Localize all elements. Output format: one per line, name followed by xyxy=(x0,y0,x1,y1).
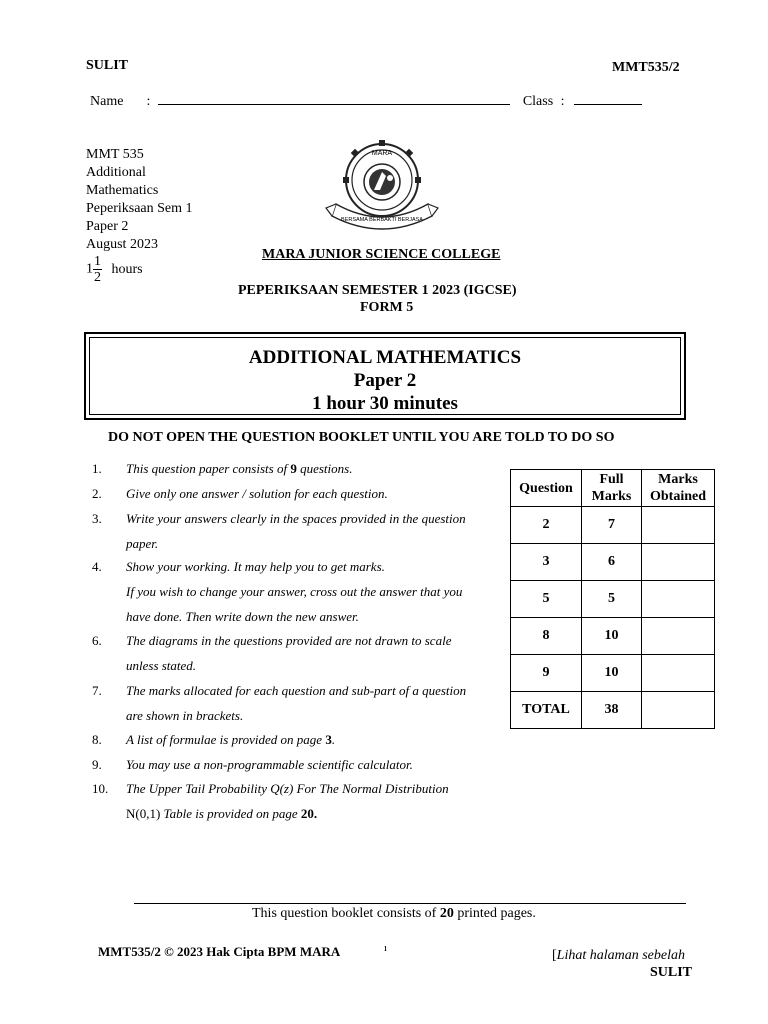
fraction-denominator: 2 xyxy=(94,270,101,285)
question-cell: 9 xyxy=(511,655,582,692)
table-row xyxy=(511,581,715,618)
title-inner-border xyxy=(89,337,681,415)
footer-divider xyxy=(134,903,686,904)
instruction-text: This question paper consists of 9 questions. xyxy=(126,461,353,476)
instruction-number: 3. xyxy=(92,511,102,526)
class-blank-line[interactable] xyxy=(574,92,642,105)
info-line: August 2023 xyxy=(86,237,158,252)
name-colon: : xyxy=(146,94,151,109)
instruction-number: 1. xyxy=(92,461,102,476)
instruction-text: unless stated. xyxy=(126,658,197,673)
instruction-number: 9. xyxy=(92,757,102,772)
booklet-pages-note: This question booklet consists of 20 printed pages. xyxy=(252,906,536,921)
duration-whole: 1 xyxy=(86,261,93,277)
header-sulit: SULIT xyxy=(86,58,129,73)
name-label: Name xyxy=(90,94,124,109)
copyright-footer: MMT535/2 © 2023 Hak Cipta BPM MARA xyxy=(98,944,341,959)
time-title: 1 hour 30 minutes xyxy=(312,393,458,414)
marks-obtained-cell[interactable] xyxy=(642,544,715,581)
logo-ribbon-text: BERSAMA BERBAKTI BERJASA xyxy=(341,217,423,223)
form-level: FORM 5 xyxy=(360,300,414,315)
name-blank-line[interactable] xyxy=(158,92,510,105)
marks-obtained-cell[interactable] xyxy=(642,581,715,618)
table-row xyxy=(511,655,715,692)
instruction-text: are shown in brackets. xyxy=(126,708,244,723)
duration-unit: hours xyxy=(111,261,143,277)
header-question: Question xyxy=(511,470,582,507)
question-cell: 3 xyxy=(511,544,582,581)
paper-title: Paper 2 xyxy=(353,370,417,391)
instruction-text: paper. xyxy=(126,536,159,551)
instruction-text: The diagrams in the questions provided are not drawn to scale xyxy=(126,633,452,648)
full-marks-cell: 7 xyxy=(582,507,642,544)
duration-fraction xyxy=(86,254,143,285)
do-not-open-warning: DO NOT OPEN THE QUESTION BOOKLET UNTIL YOU ARE TOLD TO DO SO xyxy=(108,430,615,445)
full-marks-cell: 10 xyxy=(582,618,642,655)
marks-obtained-cell[interactable] xyxy=(642,618,715,655)
mara-logo xyxy=(322,138,442,236)
question-cell: 8 xyxy=(511,618,582,655)
info-line: Additional xyxy=(86,165,146,180)
full-marks-cell: 5 xyxy=(582,581,642,618)
total-label-cell: TOTAL xyxy=(511,692,582,729)
next-page-note: [Lihat halaman sebelah xyxy=(552,948,686,963)
instruction-text: Show your working. It may help you to get marks. xyxy=(126,559,385,574)
instruction-number: 4. xyxy=(92,559,102,574)
question-cell: 2 xyxy=(511,507,582,544)
instruction-text: You may use a non-programmable scientific calculator. xyxy=(126,757,413,772)
instruction-text: Give only one answer / solution for each question. xyxy=(126,486,388,501)
instruction-text: have done. Then write down the new answer. xyxy=(126,609,359,624)
instruction-text: Write your answers clearly in the spaces provided in the question xyxy=(126,511,466,526)
exam-info-block xyxy=(86,146,193,254)
instruction-number: 2. xyxy=(92,486,102,501)
instruction-text: N(0,1) Table is provided on page 20. xyxy=(126,806,318,821)
marks-obtained-cell[interactable] xyxy=(642,655,715,692)
page-mark: ı xyxy=(384,942,388,954)
college-name: MARA JUNIOR SCIENCE COLLEGE xyxy=(262,247,501,262)
total-obtained-cell[interactable] xyxy=(642,692,715,729)
class-label: Class xyxy=(522,94,554,109)
subject-title: ADDITIONAL MATHEMATICS xyxy=(248,347,522,368)
table-total-row xyxy=(511,692,715,729)
question-cell: 5 xyxy=(511,581,582,618)
instruction-number: 8. xyxy=(92,732,102,747)
mara-crest-icon xyxy=(322,138,442,236)
fraction-numerator: 1 xyxy=(94,254,101,269)
header-marks-obtained: Marks Obtained xyxy=(642,470,715,507)
name-class-row xyxy=(90,92,642,110)
table-row xyxy=(511,544,715,581)
info-line: Paper 2 xyxy=(86,219,129,234)
instruction-number: 6. xyxy=(92,633,102,648)
full-marks-cell: 10 xyxy=(582,655,642,692)
marks-obtained-cell[interactable] xyxy=(642,507,715,544)
instruction-number: 10. xyxy=(92,781,109,796)
table-header-row xyxy=(511,470,715,507)
full-marks-cell: 6 xyxy=(582,544,642,581)
info-line: Mathematics xyxy=(86,183,159,198)
instruction-text: The marks allocated for each question and sub-part of a question xyxy=(126,683,467,698)
header-full-marks: Full Marks xyxy=(582,470,642,507)
info-line: MMT 535 xyxy=(86,147,144,162)
logo-top-text: MARA xyxy=(371,150,393,157)
class-colon: : xyxy=(560,94,565,109)
info-line: Peperiksaan Sem 1 xyxy=(86,201,193,216)
instruction-text: The Upper Tail Probability Q(z) For The Normal Distribution xyxy=(126,781,449,796)
subject-title-box xyxy=(84,332,686,420)
table-row xyxy=(511,618,715,655)
marks-table xyxy=(510,469,715,729)
instruction-number: 7. xyxy=(92,683,102,698)
instruction-text: A list of formulae is provided on page 3. xyxy=(126,732,336,747)
header-paper-code: MMT535/2 xyxy=(612,60,680,75)
fraction xyxy=(93,254,102,285)
total-full-marks-cell: 38 xyxy=(582,692,642,729)
instruction-text: If you wish to change your answer, cross out the answer that you xyxy=(126,584,463,599)
semester-title: PEPERIKSAAN SEMESTER 1 2023 (IGCSE) xyxy=(238,283,517,298)
table-row xyxy=(511,507,715,544)
footer-sulit: SULIT xyxy=(650,965,693,980)
